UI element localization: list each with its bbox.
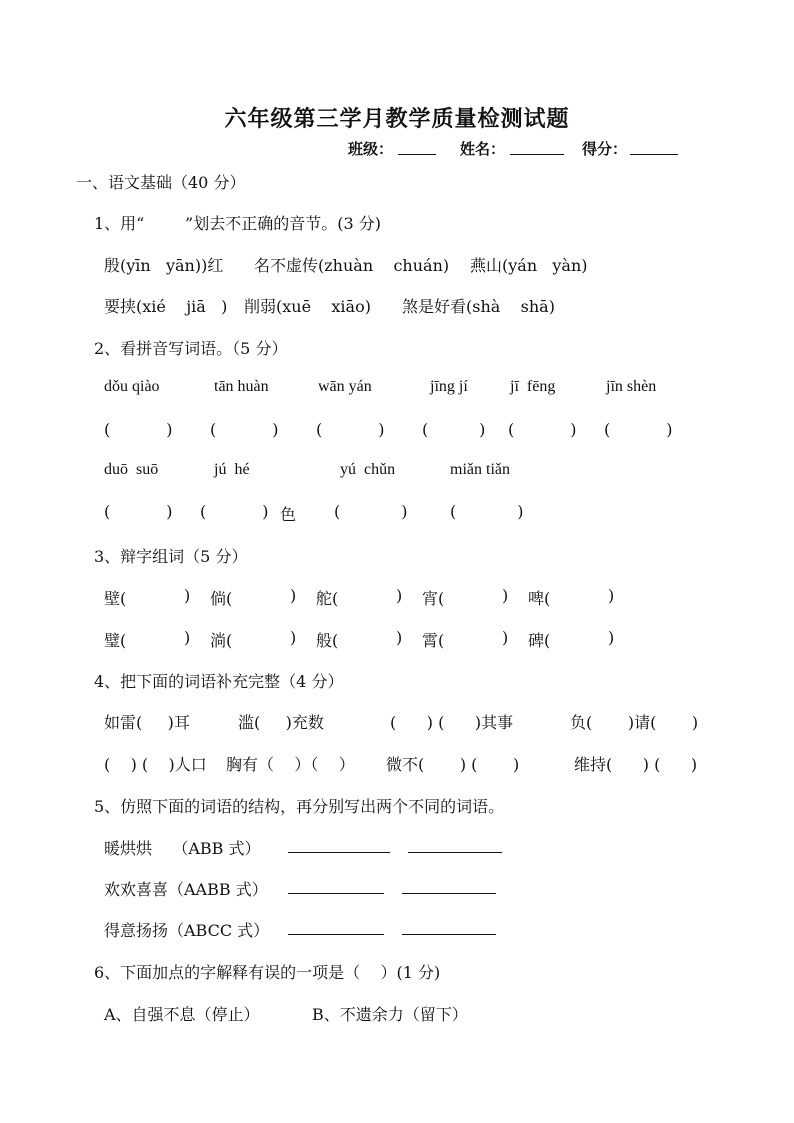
page-title: 六年级第三学月教学质量检测试题 [224,106,570,132]
name-field[interactable] [510,140,564,155]
q2-pinyin: duō suō [104,461,159,478]
answer-line[interactable] [402,879,496,894]
q2-pinyin: jīng jí [430,378,468,395]
answer-bracket[interactable]: ( ) [210,420,279,439]
bracket-close: ) [290,628,297,647]
q3-prompt: 3、辩字组词（5 分） [94,547,248,566]
score-field[interactable] [630,140,678,155]
q2-pinyin: tān huàn [214,378,269,395]
q2-pinyin: miǎn tiǎn [450,461,510,478]
q2-pinyin: wān yán [318,378,372,395]
q5-prompt: 5、仿照下面的词语的结构，再分别写出两个不同的词语。 [94,797,505,816]
answer-line[interactable] [288,920,384,935]
q3-item: 啤( [528,589,551,608]
q6-option-a[interactable]: A、自强不息（停止） [104,1005,260,1024]
class-label: 班级： [348,140,394,158]
q3-item: 倘( [210,589,233,608]
q6-prompt: 6、下面加点的字解释有误的一项是（ ）(1 分) [94,963,441,982]
score-label: 得分： [582,140,628,158]
q2-prompt: 2、看拼音写词语。（5 分） [94,339,288,358]
q3-item: 淌( [210,631,233,650]
bracket-close: ) [184,628,191,647]
q5-item: 欢欢喜喜（AABB 式） [104,880,268,899]
answer-line[interactable] [288,838,390,853]
q3-item: 碑( [528,631,551,650]
q4-item: 如雷( )耳 [104,713,190,732]
bracket-close: ) [608,586,615,605]
q1-item: 要挟(xié jiā ) [104,297,228,316]
q5-item: 得意扬扬（ABCC 式） [104,921,270,940]
bracket-close: ) [396,628,403,647]
class-field[interactable] [398,140,436,155]
answer-bracket[interactable]: ( ) [104,420,173,439]
answer-bracket[interactable]: ( ) [604,420,673,439]
answer-line[interactable] [288,879,384,894]
q4-item: ( ) ( )其事 [390,713,514,732]
q2-pinyin: jú hé [214,461,250,478]
q4-item: 滥( )充数 [238,713,324,732]
q4-item: 维持( ) ( ) [574,755,698,774]
q2-pinyin: yú chǔn [340,461,396,478]
answer-bracket[interactable]: ( ) [334,502,408,521]
answer-bracket[interactable]: ( ) [450,502,524,521]
q3-item: 般( [316,631,339,650]
bracket-close: ) [502,586,509,605]
answer-line[interactable] [408,838,502,853]
q1-item: 名不虚传(zhuàn chuán) [254,256,450,275]
section-1-title: 一、语文基础（40 分） [76,173,246,192]
answer-bracket[interactable]: ( ) [200,502,269,521]
bracket-close: ) [290,586,297,605]
q3-item: 璧( [104,631,127,650]
answer-bracket[interactable]: ( ) [104,502,173,521]
q4-item: 微不( ) ( ) [386,755,520,774]
q3-item: 壁( [104,589,127,608]
q4-item: 负( )请( ) [570,713,699,732]
q1-prompt: 1、用“ ”划去不正确的音节。(3 分) [94,214,381,233]
answer-bracket[interactable]: ( ) [508,420,577,439]
q4-item: ( ) ( )人口 [104,755,207,774]
q4-prompt: 4、把下面的词语补充完整（4 分） [94,672,344,691]
q4-item: 胸有（ ）（ ） [226,755,355,774]
q1-item: 煞是好看(shà shā) [402,297,555,316]
q2-pinyin: jīn shèn [606,378,657,395]
name-label: 姓名： [460,140,506,158]
q3-item: 舵( [316,589,339,608]
answer-line[interactable] [402,920,496,935]
answer-bracket[interactable]: ( ) [316,420,385,439]
q2-pinyin: dǒu qiào [104,378,160,395]
q1-item: 燕山(yán yàn) [470,256,588,275]
bracket-close: ) [184,586,191,605]
q1-item: 削弱(xuē xiāo) [244,297,371,316]
answer-bracket[interactable]: ( ) [422,420,486,439]
color-char: 色 [280,505,297,524]
q3-item: 宵( [422,589,445,608]
q5-item: 暖烘烘 （ABB 式） [104,839,261,858]
bracket-close: ) [396,586,403,605]
q1-item: 殷(yīn yān))红 [104,256,224,275]
bracket-close: ) [502,628,509,647]
q2-pinyin: jī fēng [510,378,556,395]
q3-item: 霄( [422,631,445,650]
bracket-close: ) [608,628,615,647]
q6-option-b[interactable]: B、不遗余力（留下） [312,1005,468,1024]
